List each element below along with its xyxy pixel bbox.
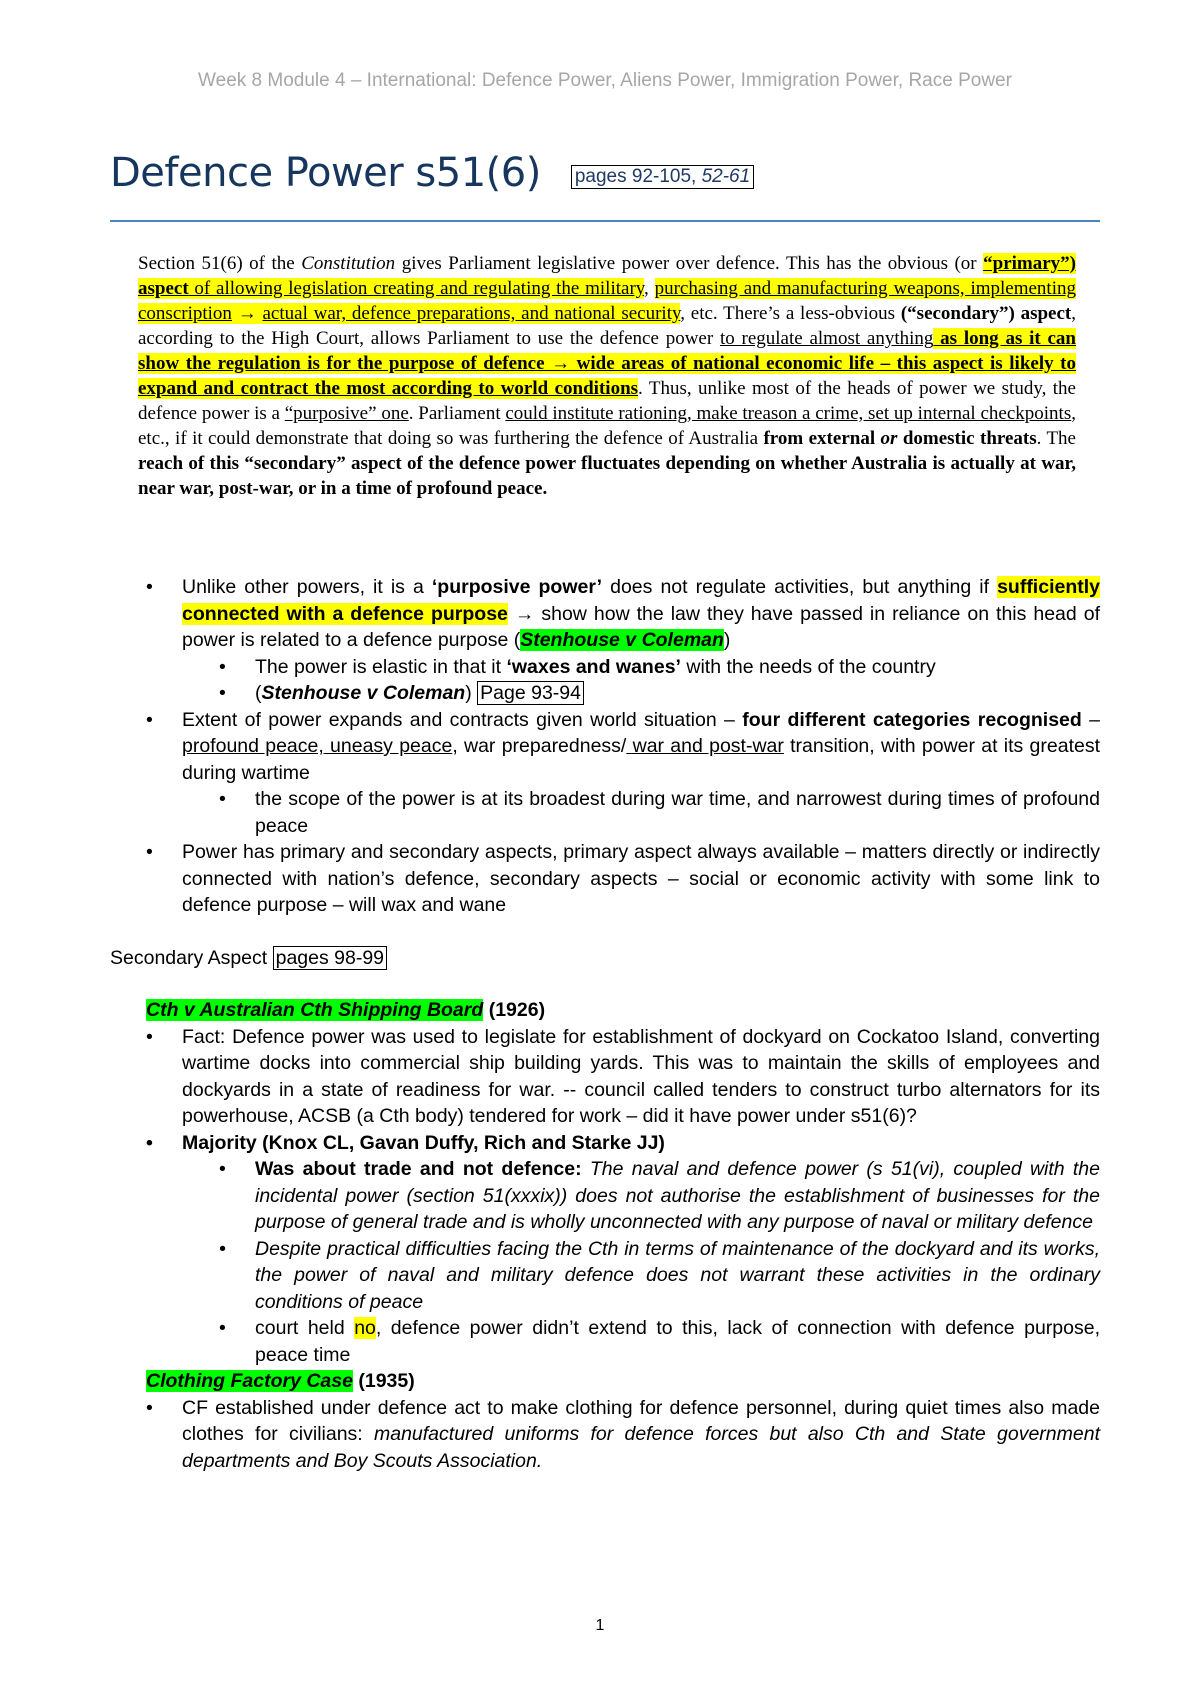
bullet-scope-of-power: • the scope of the power is at its broadest during war time, and narrowest during times of profound peace [110,786,1100,839]
page-reference-box: pages 98-99 [273,946,387,970]
page-number: 1 [595,1617,605,1634]
bullet-primary-secondary: • Power has primary and secondary aspects, primary aspect always available – matters directly or indirectly connected with nation’s defence, secondary aspects – social or economic activity with some link to defence purpose – will wax and wane [110,839,1100,919]
case-heading-clothing-factory: Clothing Factory Case (1935) [146,1370,415,1392]
bullet-clothing-factory: • CF established under defence act to make clothing for defence personnel, during quiet times also made clothes for civilians: manufactured uniforms for defence forces but also Cth and State government departments and Boy Scouts Association. [110,1395,1100,1475]
bullet-majority: • Majority (Knox CL, Gavan Duffy, Rich and Starke JJ) [110,1130,1100,1157]
bullet-trade-not-defence: • Was about trade and not defence: The naval and defence power (s 51(vi), coupled with the incidental power (section 51(xxxix)) does not authorise the establishment of businesses for the purpose of general trade and is wholly unconnected with any purpose of naval or military defence [110,1156,1100,1236]
intro-paragraph: Section 51(6) of the Constitution gives Parliament legislative power over defence. This has the obvious (or “primary”) aspect of allowing legislation creating and regulating the military, purchasing and manufacturing weapons, implementing conscription → actual war, defence preparations, and national security, etc. There’s a less-obvious (“secondary”) aspect, according to the High Court, allows Parliament to use the defence power to regulate almost anything as long as it can show the regulation is for the purpose of defence → wide areas of national economic life – this aspect is likely to expand and contract the most according to world conditions. Thus, unlike most of the heads of power we study, the defence power is a “purposive” one. Parliament could institute rationing, make treason a crime, set up internal checkpoints, etc., if it could demonstrate that doing so was furthering the defence of Australia from external or domestic threats. The reach of this “secondary” aspect of the defence power fluctuates depending on whether Australia is actually at war, near war, post-war, or in a time of profound peace. [138,253,1077,499]
title-page-reference: pages 92-105, 52-61 [571,165,754,189]
bullet-practical-difficulties: • Despite practical difficulties facing the Cth in terms of maintenance of the dockyard and its works, the power of naval and military defence does not warrant these activities in the ordinary conditions of peace [110,1236,1100,1316]
running-header: Week 8 Module 4 – International: Defence Power, Aliens Power, Immigration Power, Race Power [198,70,1012,91]
page-reference-box: Page 93-94 [477,681,584,705]
bullet-case-fact: • Fact: Defence power was used to legislate for establishment of dockyard on Cockatoo Island, converting wartime docks into commercial ship building yards. This was to maintain the skills of employees and dockyards in a state of readiness for war. -- council called tenders to construct turbo alternators for its powerhouse, ACSB (a Cth body) tendered for work – did it have power under s51(6)? [110,1024,1100,1130]
title-row [110,150,1100,222]
bullet-extent-of-power: • Extent of power expands and contracts given world situation – four different categories recognised – profound peace, uneasy peace, war preparedness/ war and post-war transition, with power at its greatest during wartime [110,707,1100,787]
bullet-court-held: • court held no, defence power didn’t extend to this, lack of connection with defence purpose, peace time [110,1315,1100,1368]
case-heading-shipping-board: Cth v Australian Cth Shipping Board (1926) [146,999,546,1021]
bullet-purposive-power: • Unlike other powers, it is a ‘purposive power’ does not regulate activities, but anything if sufficiently connected with a defence purpose → show how the law they have passed in reliance on this head of power is related to a defence purpose (Stenhouse v Coleman) [110,574,1100,654]
bullet-waxes-wanes: • The power is elastic in that it ‘waxes and wanes’ with the needs of the country [110,654,1100,681]
bullet-stenhouse-ref: • (Stenhouse v Coleman) Page 93-94 [110,680,1100,707]
notes-content [110,574,1100,1474]
page-title: Defence Power s51(6) [110,150,541,196]
secondary-aspect-heading: Secondary Aspect pages 98-99 [110,945,1100,972]
